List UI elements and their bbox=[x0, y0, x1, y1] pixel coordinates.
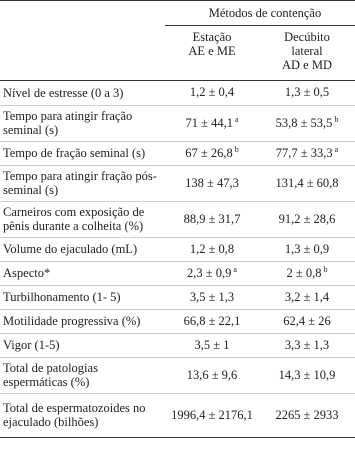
cell-value: 1,3 ± 0,5 bbox=[284, 85, 330, 100]
row-label: Carneiros com exposição de pênis durante a colheita (%) bbox=[0, 201, 165, 237]
cell-lateral bbox=[259, 141, 355, 165]
cell-station bbox=[165, 165, 259, 201]
cell-lateral bbox=[259, 285, 355, 309]
significance-superscript: a bbox=[234, 114, 239, 124]
cell-value: 1996,4 ± 2176,1 bbox=[171, 408, 253, 422]
cell-station bbox=[165, 201, 259, 237]
cell-value: 71 ± 44,1 bbox=[185, 115, 233, 130]
cell-value: 66,8 ± 22,1 bbox=[183, 313, 241, 328]
group-header-station: Estação AE e ME bbox=[188, 30, 236, 58]
row-label: Tempo para atingir fração pós-seminal (s) bbox=[0, 165, 165, 201]
row-label: Tempo de fração seminal (s) bbox=[0, 141, 165, 165]
row-label: Aspecto* bbox=[0, 261, 165, 285]
cell-lateral bbox=[259, 165, 355, 201]
cell-lateral bbox=[259, 261, 355, 285]
cell-station bbox=[165, 141, 259, 165]
methods-header: Métodos de contenção bbox=[208, 5, 322, 20]
row-label: Nível de estresse (0 a 3) bbox=[0, 81, 165, 105]
significance-superscript: b bbox=[323, 264, 328, 274]
cell-value: 13,6 ± 9,6 bbox=[186, 367, 238, 382]
cell-station bbox=[165, 309, 259, 333]
cell-station bbox=[165, 81, 259, 105]
cell-value: 131,4 ± 60,8 bbox=[275, 175, 339, 190]
table-row bbox=[0, 357, 355, 393]
cell-value: 62,4 ± 26 bbox=[283, 313, 331, 328]
significance-superscript: a bbox=[233, 264, 237, 274]
group-header-lateral: Decúbito lateral AD e MD bbox=[282, 30, 332, 72]
cell-lateral bbox=[259, 105, 355, 141]
cell-value: 3,5 ± 1,3 bbox=[189, 289, 235, 304]
cell-value: 2265 ± 2933 bbox=[275, 407, 339, 422]
cell-station bbox=[165, 237, 259, 261]
cell-value: 2 ± 0,8 bbox=[286, 265, 322, 280]
table-row bbox=[0, 201, 355, 237]
table-row bbox=[0, 333, 355, 357]
cell-lateral bbox=[259, 393, 355, 437]
table-row bbox=[0, 237, 355, 261]
cell-value: 88,9 ± 31,7 bbox=[183, 211, 241, 226]
cell-station bbox=[165, 105, 259, 141]
cell-value: 2,3 ± 0,9 bbox=[187, 265, 232, 280]
cell-station bbox=[165, 333, 259, 357]
significance-superscript: a bbox=[334, 144, 339, 154]
cell-value: 1,3 ± 0,9 bbox=[284, 241, 330, 256]
cell-lateral bbox=[259, 357, 355, 393]
table-row bbox=[0, 141, 355, 165]
cell-lateral bbox=[259, 309, 355, 333]
cell-value: 3,2 ± 1,4 bbox=[284, 289, 330, 304]
cell-value: 1,2 ± 0,4 bbox=[189, 85, 235, 100]
cell-value: 53,8 ± 53,5 bbox=[275, 115, 333, 130]
cell-value: 138 ± 47,3 bbox=[185, 175, 239, 190]
table-row bbox=[0, 81, 355, 105]
row-label: Total de patologias espermáticas (%) bbox=[0, 357, 165, 393]
cell-station bbox=[165, 285, 259, 309]
table-row bbox=[0, 393, 355, 437]
cell-station bbox=[165, 393, 259, 437]
cell-value: 3,5 ± 1 bbox=[194, 337, 230, 352]
significance-superscript: b bbox=[234, 144, 239, 154]
cell-lateral bbox=[259, 237, 355, 261]
cell-station bbox=[165, 261, 259, 285]
table-row bbox=[0, 309, 355, 333]
row-label: Turbilhonamento (1- 5) bbox=[0, 285, 165, 309]
row-label: Vigor (1-5) bbox=[0, 333, 165, 357]
cell-value: 1,2 ± 0,8 bbox=[189, 241, 235, 256]
cell-lateral bbox=[259, 81, 355, 105]
cell-lateral bbox=[259, 333, 355, 357]
cell-value: 14,3 ± 10,9 bbox=[278, 367, 336, 382]
table-row bbox=[0, 285, 355, 309]
table-row bbox=[0, 165, 355, 201]
row-label: Total de espermatozoides no ejaculado (bilhões) bbox=[0, 393, 165, 437]
cell-value: 3,3 ± 1,3 bbox=[284, 337, 330, 352]
cell-lateral bbox=[259, 201, 355, 237]
cell-value: 77,7 ± 33,3 bbox=[275, 145, 333, 160]
table-row bbox=[0, 105, 355, 141]
row-label: Motilidade progressiva (%) bbox=[0, 309, 165, 333]
cell-value: 91,2 ± 28,6 bbox=[278, 211, 336, 226]
row-label: Volume do ejaculado (mL) bbox=[0, 237, 165, 261]
table-row bbox=[0, 261, 355, 285]
cell-value: 67 ± 26,8 bbox=[185, 145, 233, 160]
significance-superscript: b bbox=[334, 114, 339, 124]
cell-station bbox=[165, 357, 259, 393]
row-label: Tempo para atingir fração seminal (s) bbox=[0, 105, 165, 141]
